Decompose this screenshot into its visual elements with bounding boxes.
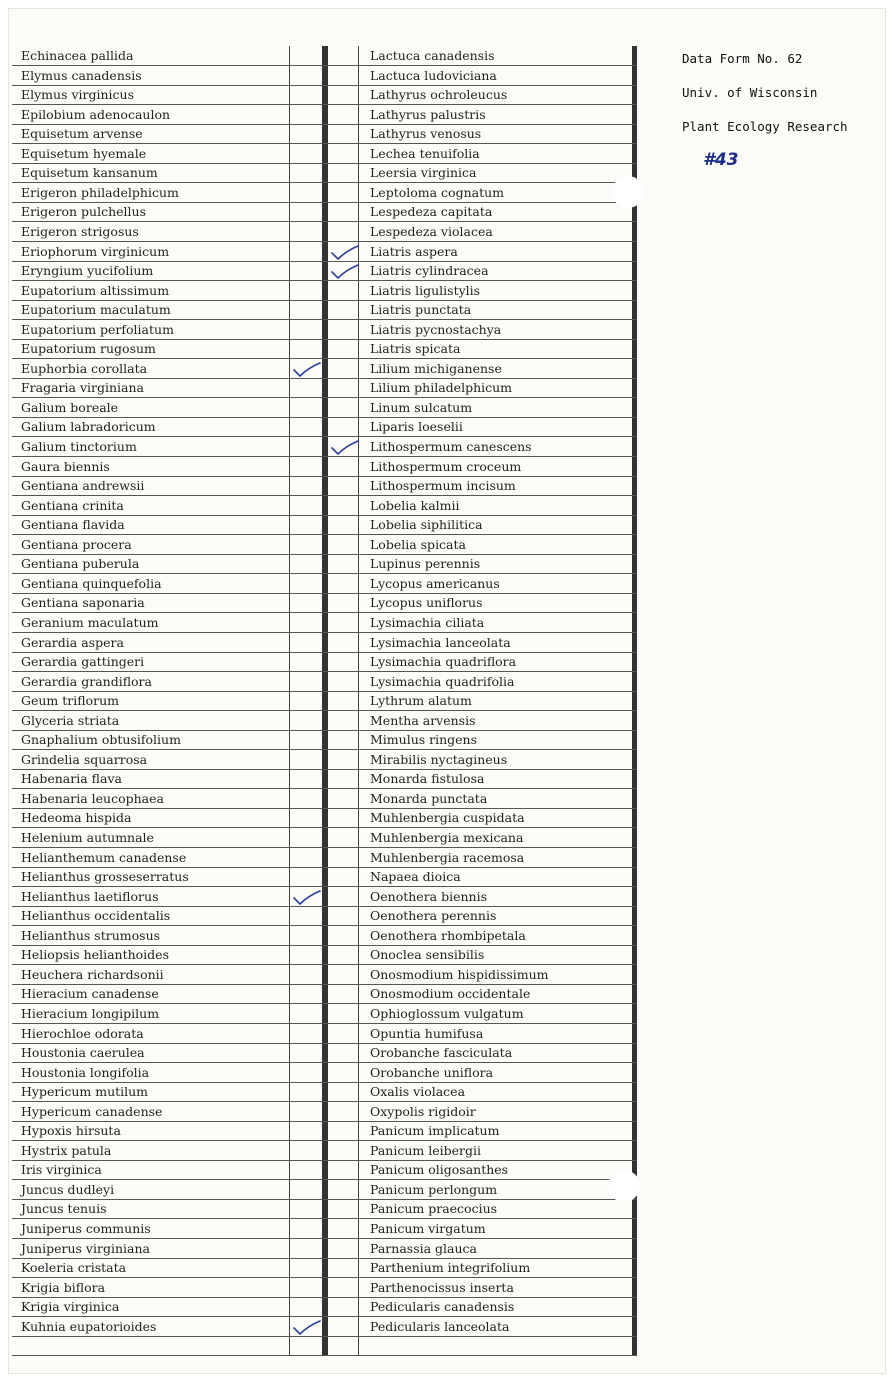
species-name-left: Juniperus virginiana xyxy=(21,1240,150,1256)
species-name-right: Mentha arvensis xyxy=(370,712,476,728)
species-name-right: Panicum perlongum xyxy=(370,1181,498,1197)
species-name-right: Lysimachia ciliata xyxy=(370,614,485,630)
row-rule xyxy=(12,495,637,496)
species-name-left: Helianthus laetiflorus xyxy=(21,888,159,904)
row-rule xyxy=(12,1218,637,1219)
row-rule xyxy=(12,261,637,262)
species-name-right: Muhlenbergia mexicana xyxy=(370,830,524,845)
species-name-left: Helenium autumnale xyxy=(21,830,154,845)
species-name-right: Muhlenbergia cuspidata xyxy=(370,810,525,826)
row-rule xyxy=(12,143,637,144)
row-rule xyxy=(12,554,637,555)
species-name-left: Iris virginica xyxy=(21,1162,102,1178)
species-name-left: Elymus virginicus xyxy=(21,87,135,103)
row-rule xyxy=(12,319,637,320)
species-name-right: Liatris punctata xyxy=(370,302,472,318)
species-name-right: Lithospermum canescens xyxy=(370,439,532,454)
species-name-left: Hypericum canadense xyxy=(21,1103,163,1119)
species-name-left: Kuhnia eupatorioides xyxy=(21,1318,157,1334)
row-rule xyxy=(12,397,637,398)
species-name-left: Helianthus occidentalis xyxy=(21,908,171,924)
row-rule xyxy=(12,1121,637,1122)
row-rule xyxy=(12,515,637,516)
species-name-left: Hieracium longipilum xyxy=(21,1005,160,1021)
species-name-right: Lathyrus venosus xyxy=(370,126,482,142)
species-name-right: Lathyrus ochroleucus xyxy=(370,87,508,103)
species-name-left: Juniperus communis xyxy=(21,1221,151,1236)
species-name-left: Hypericum mutilum xyxy=(21,1084,149,1100)
species-name-right: Opuntia humifusa xyxy=(370,1025,484,1041)
row-rule xyxy=(12,769,637,770)
species-name-left: Hieracium canadense xyxy=(21,986,159,1002)
species-name-left: Galium tinctorium xyxy=(21,439,137,454)
punch-hole xyxy=(612,176,644,208)
species-name-left: Geranium maculatum xyxy=(21,614,159,630)
species-name-left: Erigeron philadelphicum xyxy=(21,184,179,200)
row-rule xyxy=(12,691,637,692)
university-name: Univ. of Wisconsin xyxy=(682,85,818,100)
form-number: Data Form No. 62 xyxy=(682,51,803,66)
species-name-left: Gnaphalium obtusifolium xyxy=(21,732,181,748)
species-name-left: Galium labradoricum xyxy=(21,419,156,435)
row-rule xyxy=(12,847,637,848)
row-rule xyxy=(12,1238,637,1239)
species-name-left: Houstonia longifolia xyxy=(21,1064,150,1080)
row-rule xyxy=(12,436,637,437)
row-rule xyxy=(12,85,637,86)
species-name-right: Mimulus ringens xyxy=(370,732,478,748)
row-rule xyxy=(12,163,637,164)
species-name-left: Gentiana procera xyxy=(21,536,132,552)
row-rule xyxy=(12,280,637,281)
species-name-right: Lilium michiganense xyxy=(370,360,502,376)
species-name-left: Heliopsis helianthoides xyxy=(21,947,169,963)
species-name-right: Liatris aspera xyxy=(370,243,458,259)
checkmark-right-icon xyxy=(330,264,360,280)
species-name-right: Lechea tenuifolia xyxy=(370,145,480,161)
species-name-right: Lysimachia quadrifolia xyxy=(370,673,515,689)
species-name-left: Eriophorum virginicum xyxy=(21,243,170,259)
species-name-right: Oenothera rhombipetala xyxy=(370,927,526,943)
species-name-right: Oxalis violacea xyxy=(370,1084,466,1100)
row-rule xyxy=(12,104,637,105)
row-rule xyxy=(12,1023,637,1024)
species-name-left: Juncus dudleyi xyxy=(21,1181,115,1197)
row-rule xyxy=(12,730,637,731)
checkmark-right-icon xyxy=(330,440,360,456)
species-name-left: Erigeron strigosus xyxy=(21,223,139,239)
row-rule xyxy=(12,652,637,653)
species-name-right: Lithospermum incisum xyxy=(370,478,516,494)
species-name-right: Lobelia siphilitica xyxy=(370,517,483,533)
species-name-left: Juncus tenuis xyxy=(21,1201,107,1217)
species-name-left: Hypoxis hirsuta xyxy=(21,1123,121,1139)
row-rule xyxy=(12,1140,637,1141)
row-rule xyxy=(12,906,637,907)
species-name-left: Gerardia grandiflora xyxy=(21,673,152,689)
species-name-left: Euphorbia corollata xyxy=(21,360,148,376)
row-rule xyxy=(12,945,637,946)
row-rule xyxy=(12,886,637,887)
species-name-left: Helianthus strumosus xyxy=(21,927,161,943)
species-name-right: Lysimachia quadriflora xyxy=(370,654,517,670)
row-rule xyxy=(12,808,637,809)
species-name-right: Lathyrus palustris xyxy=(370,106,486,122)
species-name-left: Fragaria virginiana xyxy=(21,380,144,396)
species-name-right: Pedicularis lanceolata xyxy=(370,1318,510,1334)
checkmark-left-icon xyxy=(292,890,322,906)
species-name-left: Gaura biennis xyxy=(21,458,110,474)
species-name-right: Orobanche fasciculata xyxy=(370,1045,513,1061)
row-rule xyxy=(12,124,637,125)
species-name-right: Lobelia kalmii xyxy=(370,497,460,513)
species-name-right: Lespedeza violacea xyxy=(370,223,493,239)
species-name-right: Lycopus uniflorus xyxy=(370,595,483,611)
species-name-left: Houstonia caerulea xyxy=(21,1045,145,1061)
species-name-left: Heuchera richardsonii xyxy=(21,966,164,982)
species-name-right: Onosmodium occidentale xyxy=(370,986,531,1002)
species-name-right: Panicum leibergii xyxy=(370,1142,481,1158)
row-rule xyxy=(12,788,637,789)
species-name-left: Gentiana andrewsii xyxy=(21,478,145,494)
species-name-left: Habenaria leucophaea xyxy=(21,790,164,806)
row-rule xyxy=(12,300,637,301)
row-rule xyxy=(12,476,637,477)
row-rule xyxy=(12,358,637,359)
row-rule xyxy=(12,534,637,535)
row-rule xyxy=(12,710,637,711)
species-name-right: Pedicularis canadensis xyxy=(370,1299,515,1315)
species-name-left: Hystrix patula xyxy=(21,1142,112,1158)
species-name-right: Lycopus americanus xyxy=(370,575,500,591)
species-name-left: Gerardia gattingeri xyxy=(21,654,145,670)
species-name-left: Hierochloe odorata xyxy=(21,1025,144,1041)
species-name-left: Koeleria cristata xyxy=(21,1260,127,1276)
species-name-right: Napaea dioica xyxy=(370,869,461,885)
row-rule xyxy=(12,593,637,594)
species-name-right: Liatris ligulistylis xyxy=(370,282,481,298)
row-rule xyxy=(12,221,637,222)
row-rule xyxy=(12,573,637,574)
species-name-right: Oenothera biennis xyxy=(370,888,488,904)
species-name-left: Krigia biflora xyxy=(21,1279,106,1295)
species-name-right: Onosmodium hispidissimum xyxy=(370,966,549,982)
species-name-right: Panicum oligosanthes xyxy=(370,1162,509,1178)
row-rule xyxy=(12,1355,637,1356)
row-rule xyxy=(12,456,637,457)
row-rule xyxy=(12,1101,637,1102)
species-name-left: Elymus canadensis xyxy=(21,67,142,83)
species-name-right: Liatris pycnostachya xyxy=(370,321,502,337)
species-name-right: Parthenium integrifolium xyxy=(370,1260,531,1276)
row-rule xyxy=(12,1258,637,1259)
row-rule xyxy=(12,1043,637,1044)
row-rule xyxy=(12,612,637,613)
row-rule xyxy=(12,925,637,926)
row-rule xyxy=(12,749,637,750)
row-rule xyxy=(12,339,637,340)
species-name-right: Panicum virgatum xyxy=(370,1221,486,1236)
species-name-left: Equisetum hyemale xyxy=(21,145,147,161)
row-rule xyxy=(12,964,637,965)
species-name-right: Muhlenbergia racemosa xyxy=(370,849,525,865)
species-name-right: Parnassia glauca xyxy=(370,1240,477,1256)
species-name-right: Onoclea sensibilis xyxy=(370,947,485,963)
species-name-right: Lespedeza capitata xyxy=(370,204,493,220)
species-name-left: Galium boreale xyxy=(21,399,119,415)
species-name-left: Glyceria striata xyxy=(21,712,120,728)
species-name-left: Erigeron pulchellus xyxy=(21,204,146,220)
species-name-left: Equisetum arvense xyxy=(21,126,143,142)
species-name-left: Helianthemum canadense xyxy=(21,849,187,865)
species-name-left: Helianthus grosseserratus xyxy=(21,869,189,885)
species-name-right: Linum sulcatum xyxy=(370,399,473,415)
species-name-right: Oenothera perennis xyxy=(370,908,497,924)
species-name-left: Hedeoma hispida xyxy=(21,810,132,826)
species-name-left: Grindelia squarrosa xyxy=(21,751,148,767)
species-name-left: Epilobium adenocaulon xyxy=(21,106,171,122)
species-name-right: Lysimachia lanceolata xyxy=(370,634,511,650)
species-name-left: Eupatorium maculatum xyxy=(21,302,171,318)
row-rule xyxy=(12,671,637,672)
row-rule xyxy=(12,827,637,828)
row-rule xyxy=(12,1199,637,1200)
species-name-left: Echinacea pallida xyxy=(21,48,134,63)
species-name-right: Lactuca canadensis xyxy=(370,48,495,63)
row-rule xyxy=(12,65,637,66)
species-name-left: Gentiana flavida xyxy=(21,517,125,533)
handwritten-number: #43 xyxy=(703,150,739,170)
row-rule xyxy=(12,632,637,633)
row-rule xyxy=(12,1082,637,1083)
species-name-left: Gerardia aspera xyxy=(21,634,124,650)
row-rule xyxy=(12,1297,637,1298)
species-name-left: Habenaria flava xyxy=(21,771,122,787)
department-name: Plant Ecology Research xyxy=(682,119,848,134)
species-name-right: Lactuca ludoviciana xyxy=(370,67,497,83)
row-rule xyxy=(12,1160,637,1161)
species-name-right: Lythrum alatum xyxy=(370,693,472,709)
row-rule xyxy=(12,417,637,418)
row-rule xyxy=(12,182,637,183)
species-name-right: Leptoloma cognatum xyxy=(370,184,505,200)
row-rule xyxy=(12,1062,637,1063)
row-rule xyxy=(12,1316,637,1317)
row-rule xyxy=(12,378,637,379)
species-name-left: Eupatorium altissimum xyxy=(21,282,170,298)
checkmark-left-icon xyxy=(292,362,322,378)
species-name-right: Monarda fistulosa xyxy=(370,771,485,787)
species-name-right: Lilium philadelphicum xyxy=(370,380,513,396)
row-rule xyxy=(12,867,637,868)
row-rule xyxy=(12,1336,637,1337)
species-name-right: Monarda punctata xyxy=(370,790,488,806)
species-name-left: Geum triflorum xyxy=(21,693,119,709)
species-name-left: Gentiana crinita xyxy=(21,497,124,513)
checkmark-left-icon xyxy=(292,1320,322,1336)
species-name-right: Ophioglossum vulgatum xyxy=(370,1005,524,1021)
species-name-left: Equisetum kansanum xyxy=(21,165,158,181)
species-name-right: Lobelia spicata xyxy=(370,536,466,552)
species-name-right: Panicum implicatum xyxy=(370,1123,500,1139)
species-name-right: Liatris spicata xyxy=(370,341,461,357)
row-rule xyxy=(12,241,637,242)
species-name-right: Orobanche uniflora xyxy=(370,1064,494,1080)
species-name-right: Oxypolis rigidoir xyxy=(370,1103,476,1119)
checkmark-right-icon xyxy=(330,245,360,261)
species-name-right: Liparis loeselii xyxy=(370,419,463,435)
punch-hole xyxy=(608,1170,640,1202)
row-rule xyxy=(12,202,637,203)
species-checklist-table xyxy=(12,46,640,1356)
species-name-left: Krigia virginica xyxy=(21,1299,120,1315)
species-name-left: Eupatorium rugosum xyxy=(21,341,156,357)
species-name-left: Gentiana saponaria xyxy=(21,595,145,611)
row-rule xyxy=(12,1179,637,1180)
species-name-left: Gentiana puberula xyxy=(21,556,140,572)
species-name-right: Panicum praecocius xyxy=(370,1201,498,1217)
species-name-right: Lupinus perennis xyxy=(370,556,481,572)
species-name-right: Liatris cylindracea xyxy=(370,263,489,279)
species-name-left: Gentiana quinquefolia xyxy=(21,575,162,591)
species-name-right: Leersia virginica xyxy=(370,165,477,181)
row-rule xyxy=(12,1003,637,1004)
row-rule xyxy=(12,1277,637,1278)
species-name-left: Eupatorium perfoliatum xyxy=(21,321,174,337)
row-rule xyxy=(12,984,637,985)
species-name-right: Parthenocissus inserta xyxy=(370,1279,514,1295)
species-name-right: Lithospermum croceum xyxy=(370,458,522,474)
species-name-right: Mirabilis nyctagineus xyxy=(370,751,508,767)
species-name-left: Eryngium yucifolium xyxy=(21,263,154,279)
